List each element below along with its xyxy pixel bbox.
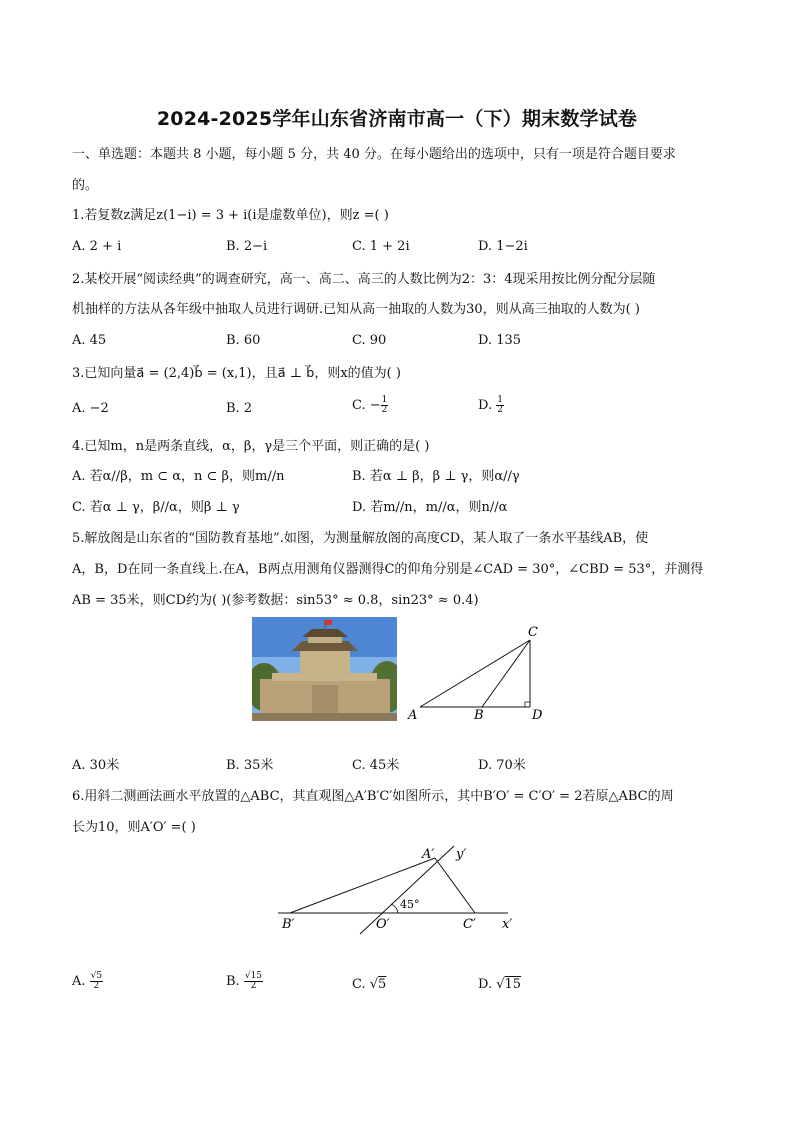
q1-option-a: A. 2 + i: [72, 239, 122, 254]
radicand: 5: [96, 971, 103, 981]
q4-option-d: D. 若m//n，m//α，则n//α: [352, 500, 508, 515]
q3-option-d-prefix: D.: [478, 398, 497, 413]
question-4-stem: 4.已知m，n是两条直线，α，β，γ是三个平面，则正确的是( ): [72, 439, 430, 454]
right-angle-mark: [525, 702, 530, 707]
section-heading-line-1: 一、单选题：本题共 8 小题，每小题 5 分，共 40 分。在每小题给出的选项中，只有一项是符合题目要求: [72, 147, 676, 162]
fraction: [244, 972, 263, 991]
angle-arc: [391, 904, 398, 913]
line-ac: [420, 640, 530, 707]
q6-option-d: D. √15: [478, 977, 522, 992]
q6-option-c-prefix: C.: [352, 977, 370, 992]
q1-option-b: B. 2−i: [226, 239, 268, 254]
question-1-stem: 1.若复数z满足z(1−i) = 3 + i(i是虚数单位)，则z =( ): [72, 208, 389, 223]
point-o-prime-label: O′: [376, 917, 390, 932]
question-5-line-3: AB = 35米，则CD约为( )(参考数据：sin53° ≈ 0.8，sin23° ≈ 0.4): [72, 593, 479, 608]
angle-45-label: 45°: [400, 898, 420, 911]
q6-option-a: [72, 972, 103, 991]
fraction-numerator: √15: [244, 971, 263, 981]
q3-option-d: [478, 396, 504, 415]
question-6-line-1: 6.用斜二测画法画水平放置的△ABC，其直观图△A′B′C′如图所示，其中B′O′ = C′O′ = 2若原△ABC的周: [72, 789, 674, 804]
fraction: [381, 396, 389, 415]
q2-option-a: A. 45: [72, 333, 107, 348]
radicand: 5: [378, 977, 387, 992]
question-3-stem: 3.已知向量a⃗ = (2,4)b⃗ = (x,1)，且a⃗ ⊥ b⃗，则x的值为( ): [72, 366, 401, 381]
q5-option-d: D. 70米: [478, 758, 526, 773]
pavilion-drawing: [252, 617, 397, 721]
fraction: [496, 396, 504, 415]
question-2-line-2: 机抽样的方法从各年级中抽取人员进行调研.已知从高一抽取的人数为30，则从高三抽取的人数为( ): [72, 302, 640, 317]
q6-option-b-prefix: B.: [226, 974, 244, 989]
q5-option-b: B. 35米: [226, 758, 274, 773]
question-5-line-2: A，B，D在同一条直线上.在A，B两点用测角仪器测得C的仰角分别是∠CAD = 30°，∠CBD = 53°，并测得: [72, 562, 704, 577]
question-2-line-1: 2.某校开展“阅读经典”的调查研究，高一、高二、高三的人数比例为2：3：4现采用按比例分配分层随: [72, 272, 656, 287]
q2-option-c: C. 90: [352, 333, 387, 348]
q4-option-a: A. 若α//β，m ⊂ α，n ⊂ β，则m//n: [72, 469, 285, 484]
q6-option-c: C. √5: [352, 977, 387, 992]
fraction-denominator: 2: [497, 405, 503, 415]
y-prime-axis-label: y′: [456, 847, 467, 862]
q2-option-d: D. 135: [478, 333, 522, 348]
oblique-projection-diagram: [270, 838, 530, 948]
point-b-label: B: [474, 708, 484, 723]
radicand: 15: [504, 977, 522, 992]
fraction: [90, 972, 103, 991]
q4-option-c: C. 若α ⊥ γ，β//α，则β ⊥ γ: [72, 500, 240, 515]
fraction-numerator: 1: [381, 395, 388, 405]
elevation-angle-diagram: [402, 620, 552, 730]
q3-option-b: B. 2: [226, 401, 253, 416]
fraction-denominator: 2: [381, 405, 388, 415]
liberation-pavilion-photo: [252, 617, 397, 721]
y-axis-line: [360, 846, 454, 934]
q2-option-b: B. 60: [226, 333, 261, 348]
exam-title: 2024-2025学年山东省济南市高一（下）期末数学试卷: [156, 108, 638, 130]
point-a-label: A: [408, 708, 418, 723]
point-a-prime-label: A′: [422, 847, 435, 862]
radicand: 15: [250, 971, 263, 981]
q6-option-d-prefix: D.: [478, 977, 497, 992]
q1-option-d: D. 1−2i: [478, 239, 528, 254]
q5-option-c: C. 45米: [352, 758, 400, 773]
q6-option-a-prefix: A.: [72, 974, 90, 989]
line-bc: [482, 640, 530, 707]
q3-option-c: [352, 396, 388, 415]
fraction-numerator: √5: [90, 971, 103, 981]
point-b-prime-label: B′: [282, 917, 295, 932]
point-c-label: C: [528, 625, 538, 640]
q3-option-c-prefix: C. −: [352, 398, 381, 413]
q3-option-a: A. −2: [72, 401, 109, 416]
q1-option-c: C. 1 + 2i: [352, 239, 410, 254]
q6-option-b: [226, 972, 263, 991]
point-d-label: D: [532, 708, 543, 723]
x-prime-axis-label: x′: [502, 917, 513, 932]
question-5-line-1: 5.解放阁是山东省的“国防教育基地”.如图，为测量解放阁的高度CD，某人取了一条水平基线AB，使: [72, 531, 649, 546]
question-6-line-2: 长为10，则A′O′ =( ): [72, 820, 196, 835]
fraction-numerator: 1: [497, 395, 503, 405]
fraction-denominator: 2: [250, 981, 257, 991]
section-heading-line-2: 的。: [72, 178, 99, 193]
segment-a-c: [435, 858, 475, 913]
q4-option-b: B. 若α ⊥ β，β ⊥ γ，则α//γ: [352, 469, 520, 484]
point-c-prime-label: C′: [463, 917, 476, 932]
q5-option-a: A. 30米: [72, 758, 120, 773]
fraction-denominator: 2: [93, 981, 100, 991]
